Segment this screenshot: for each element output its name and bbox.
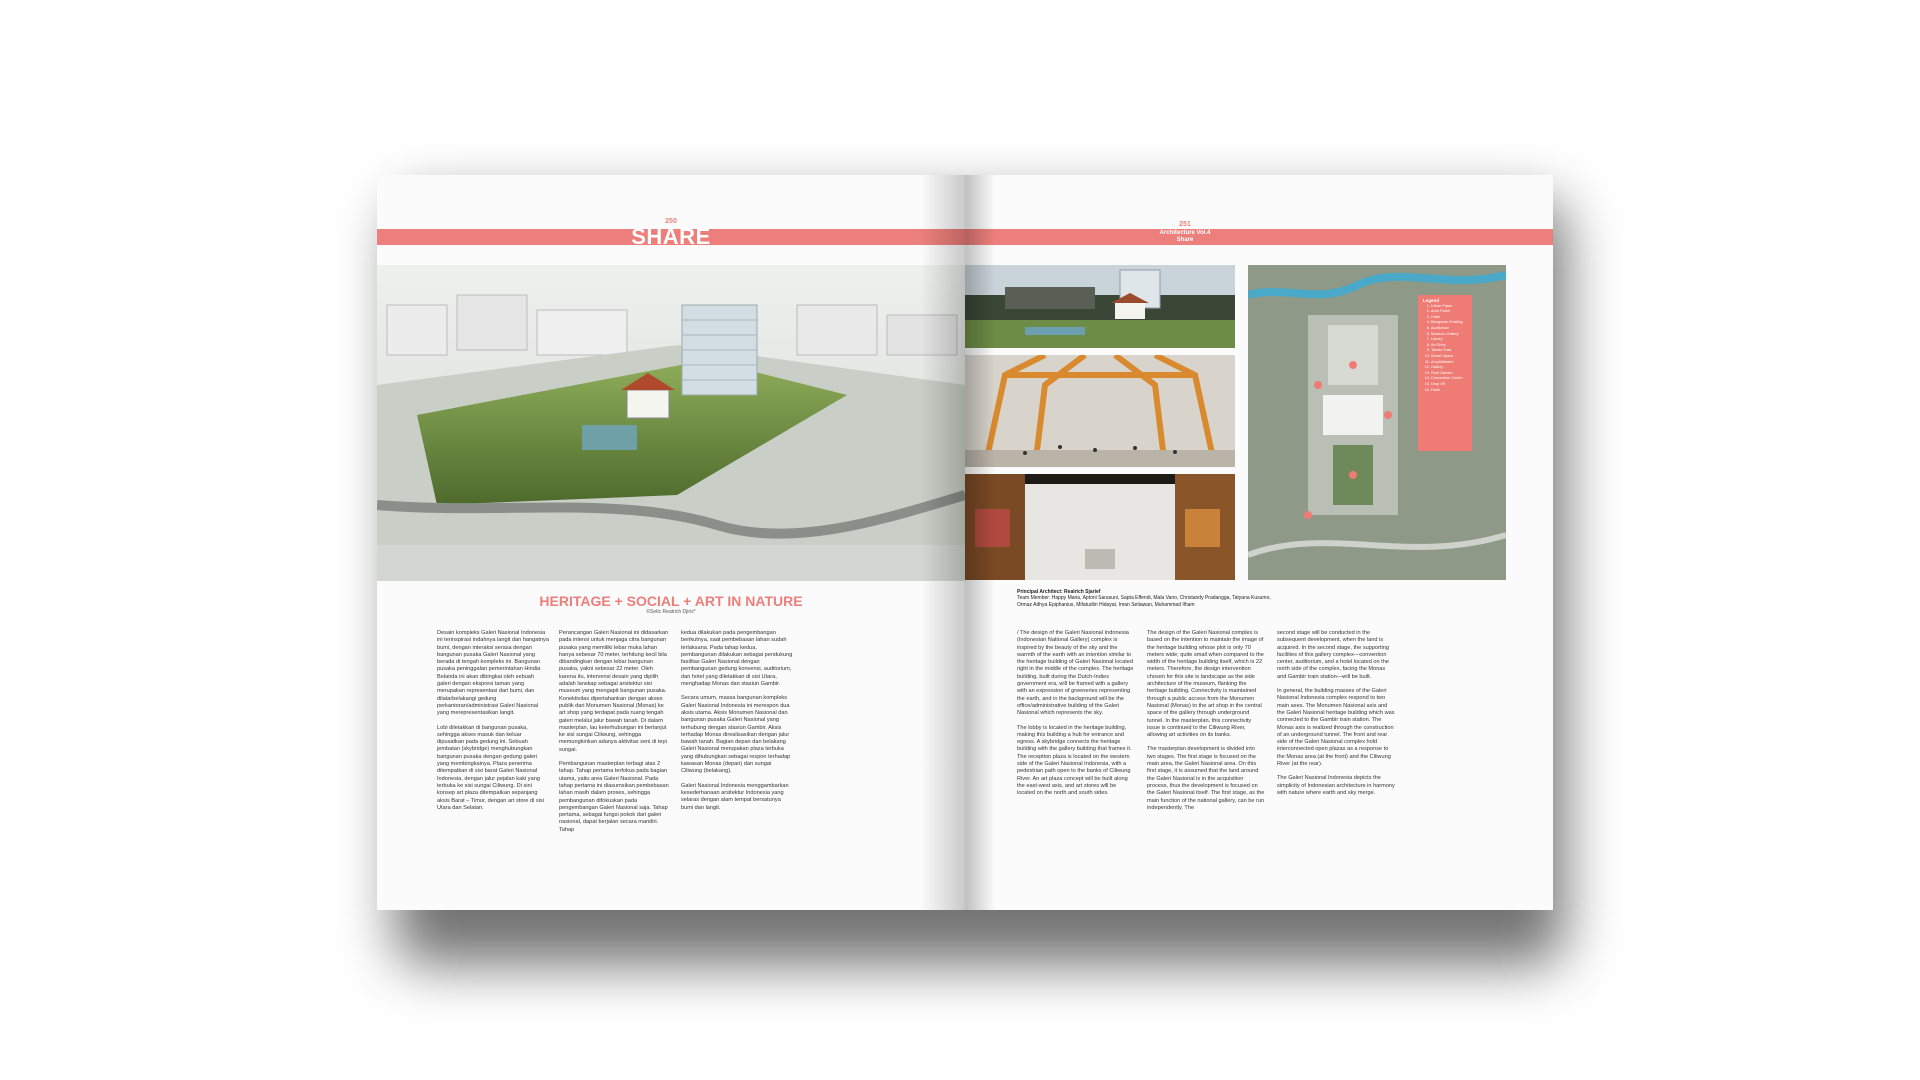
legend-item: 15. Drop Off (1431, 382, 1467, 388)
text-column-en-3 (1277, 630, 1395, 804)
paragraph: The Galeri Nasional Indonesia depicts the simplicity of Indonesian architecture in harmony with nature where earth and sky merge. (1277, 775, 1395, 796)
band-subtitle: Share (1176, 237, 1194, 243)
section-band-right (965, 229, 1553, 245)
exterior-rendering-illustration (965, 265, 1235, 348)
paragraph: Pembangunan masterplan terbagi atas 2 tahap. Tahap pertama terfokus pada bagian utama, yaitu area Galeri Nasional. Pada tahap pertama ini diasumsikan pembebasan lahan masih dalam proses, sehingga pembangunan difokuskan pada pengembangan Galeri Nasional saja. Tahap pertama, sebagai fungsi pokok dari galeri nasional, dapat berjalan secara mandiri. Tahap (559, 761, 669, 833)
paragraph: The lobby is located in the heritage building, making this building a hub for entrance and egress. A skybridge connects the heritage building with the gallery building that frames it. The reception plaza is located on the western side of the Galeri Nasional Indonesia, with a pedestrian path open to the banks of Ciliwung River. An art plaza concept will be built along the east-west axis, and art stores will be located on the north and south sides. (1017, 724, 1132, 797)
legend-item: 11. Amphitheatre (1431, 360, 1467, 366)
paragraph: The design of the Galeri Nasional complex is based on the intention to maintain the image of the heritage building whose plot is only 70 meters wide; quite small when compared to the width of the heritage building itself, which is 22 meters. Therefore, the design intervention chosen for this site is landscape as the side architecture of the museum, flanking the heritage building. Connectivity is maintained through a public access from the Monumen Nasional (Monas) to the art shop in the central space of the gallery through underground tunnel. In the masterplan, this connectivity issue is continued to the Ciliwung River, allowing art activities on its banks. (1147, 630, 1264, 739)
team-member: Team Member: Happy Maria, Aptoni Sarasuni, Sapta Effendi, Mala Vano, Christandy Pradangga, Tatyana Kusumo, Ormaz Adhya Epiphanius, Mifatudiin Hidayat, Iman Setiawan, Muhammad Ilham (1017, 595, 1271, 608)
project-credits (1017, 589, 1277, 608)
band-title: Architecture Vol.4 (1159, 230, 1211, 236)
gallery-interior-illustration (965, 474, 1235, 580)
legend-title: Legend (1423, 298, 1440, 303)
legend-item: 8. Art Shop (1431, 343, 1467, 349)
interior-colonnade-rendering (965, 355, 1235, 467)
principal-architect: Principal Architect: Realrich Sjarief (1017, 589, 1101, 595)
hero-aerial-rendering (377, 265, 965, 581)
paragraph: Galeri Nasional Indonesia menggambarkan kesederhanaan arsitektur Indonesia yang selaras dengan alam tempat bersatunya bumi dan langit. (681, 782, 789, 811)
legend-item: 9. Taman Kota (1431, 348, 1467, 354)
legend-item: 16. Hotel (1431, 388, 1467, 394)
text-column-id-3 (681, 630, 793, 819)
site-plan-legend (1418, 295, 1472, 451)
legend-item: 1. Urban Plaza (1431, 304, 1467, 310)
legend-item: 7. Library (1431, 337, 1467, 343)
gutter-shadow-right (965, 175, 995, 910)
legend-item: 6. Museum Gallery (1431, 332, 1467, 338)
left-page (377, 175, 965, 910)
right-page (965, 175, 1553, 910)
text-column-id-1 (437, 630, 549, 819)
interior-colonnade-illustration (965, 355, 1235, 467)
legend-item: 2. Area Parkir (1431, 309, 1467, 315)
exterior-rendering (965, 265, 1235, 348)
paragraph: The masterplan development is divided into two stages. The first stage is focused on the main area, the Galeri Nasional area. On this first stage, it is assumed that the land around the Galeri Nasional is in the acquisition process, thus the development is focused on the Galeri Nasional itself. The first stage, as the main function of the national gallery, can be run independently. The (1147, 746, 1265, 811)
page-number-left: 250 (665, 218, 677, 225)
text-column-en-2 (1147, 630, 1265, 819)
legend-item: 4. Bangunan Existing (1431, 320, 1467, 326)
gallery-interior-rendering (965, 474, 1235, 580)
article-credit: ©Setic Reatrich Djiris* (646, 609, 696, 615)
article-heading: HERITAGE + SOCIAL + ART IN NATURE (539, 593, 803, 609)
aerial-rendering-illustration (377, 265, 965, 581)
legend-item: 10. Social Space (1431, 354, 1467, 360)
legend-item: 12. Gallery (1431, 365, 1467, 371)
section-title: SHARE (631, 224, 711, 249)
legend-item: 13. Roof Garden (1431, 371, 1467, 377)
paragraph: / The design of the Galeri Nasional Indonesia (Indonesian National Gallery) complex is inspired by the beauty of the sky and the warmth of the earth with an intention similar to the heritage building of Galeri Nasional located right in the middle of the complex. The heritage building, built during the Dutch-Indies government era, will be framed with a gallery with an expression of greeneries representing the earth, and in the background will be the office/administrative building of the Galeri Nasional which represents the sky. (1017, 630, 1134, 717)
legend-item: 14. Convention Centre (1431, 376, 1467, 382)
paragraph: Secara umum, massa bangunan kompleks Galeri Nasional Indonesia ini merespon dua aksis utama. Aksis Monumen Nasional dan bangunan pusaka Galeri Nasional yang terhubung dengan stasiun Gambir. Aksis terhadap Monas direalisasikan dengan jalur bawah tanah. Bagian depan dan belakang Galeri Nasional merupakan plaza terbuka yang dihubungkan sebagai respon terhadap kawasan Monas (depan) dan sungai Ciliwung (belakang). (681, 695, 791, 775)
paragraph: kedua dilakukan pada pengembangan berikutnya, saat pembebasan lahan sudah terlaksana. Pada tahap kedua, pembangunan dilakukan sebagai pendukung fasilitas Galeri Nasional dengan pembangunan gedung konvensi, auditorium, dan hotel yang diletakkan di sisi Utara, menghadap Monas dan stasiun Gambir. (681, 630, 793, 688)
text-column-en-1 (1017, 630, 1135, 805)
legend-item: 3. Hotel (1431, 315, 1467, 321)
legend-item: 5. Auditorium (1431, 326, 1467, 332)
page-number-right: 251 (1179, 221, 1191, 228)
gutter-shadow-left (921, 175, 965, 910)
paragraph: second stage will be conducted in the subsequent development, when the land is acquired. In the second stage, the supporting facilities of this gallery complex—convention center, auditorium, and a hotel located on the north side of the complex, facing the Monas and Gambir train station—will be built. (1277, 630, 1389, 680)
legend-list (1423, 304, 1467, 394)
paragraph: Perancangan Galeri Nasional ini didasarkan pada intensi untuk menjaga citra bangunan pusaka yang memiliki lebar muka lahan hanya sebesar 70 meter, terhitung kecil bila dibandingkan dengan lebar bangunan pusaka, yakni sebesar 22 meter. Oleh karena itu, intervensi desain yang dipilih adalah lanskap sebagai arsitektur sisi museum yang mengapit bangunan pusaka. Konektivitas dipertahankan dengan akses publik dari Monumen Nasional (Monas) ke art shop yang terdapat pada ruang tengah galeri melalui jalur bawah tanah. Di dalam masterplan, lau keterhubungan ini berlanjut ke sisi sungai Ciliwung, sehingga memungkinkan adanya aktivitas seni di tepi sungai. (559, 630, 669, 753)
paragraph: Lobi diletakkan di bangunan pusaka, sehingga akses masuk dan keluar dipusatkan pada gedung ini. Sebuah jembatan (skybridge) menghubungkan bangunan pusaka dengan gedung galeri yang membingkainya. Plaza penerima ditempatkan di sisi barat Galeri Nasional Indonesia, dengan jalur pejalan kaki yang terbuka ke sisi sungai Ciliwung. Di sini konsep art plaza ditempatkan sepanjang aksis Barat – Timur, dengan art store di sisi Utara dan Selatan. (437, 724, 544, 811)
paragraph: In general, the building masses of the Galeri Nasional Indonesia complex respond to two main axes. The Monumen Nasional axis and the Galeri Nasional heritage building which was connected to the Gambir train station. The Monas axis is realized through the construction of an underground tunnel. The front and rear side of the Galeri Nasional complex hold interconnected open plazas as a response to the Monas area (at the front) and the Ciliwung River (at the rear). (1277, 688, 1395, 768)
text-column-id-2 (559, 630, 671, 841)
paragraph: Desain kompleks Galeri Nasional Indonesia ini terinspirasi indahnya langit dan hangatnya bumi, dengan interaksi serasa dengan bangunan pusaka Galeri Nasional yang berada di tengah kompleks ini. Bangunan pusaka peninggalan pemerintahan Hindia Belanda ini akan dibingkai oleh sebuah galeri dengan ekspresi taman yang merupakan representasi dari bumi, dan dilatarbelakangi gedung perkantoran/administrasi Galeri Nasional yang merepresentasikan langit. (437, 630, 549, 717)
